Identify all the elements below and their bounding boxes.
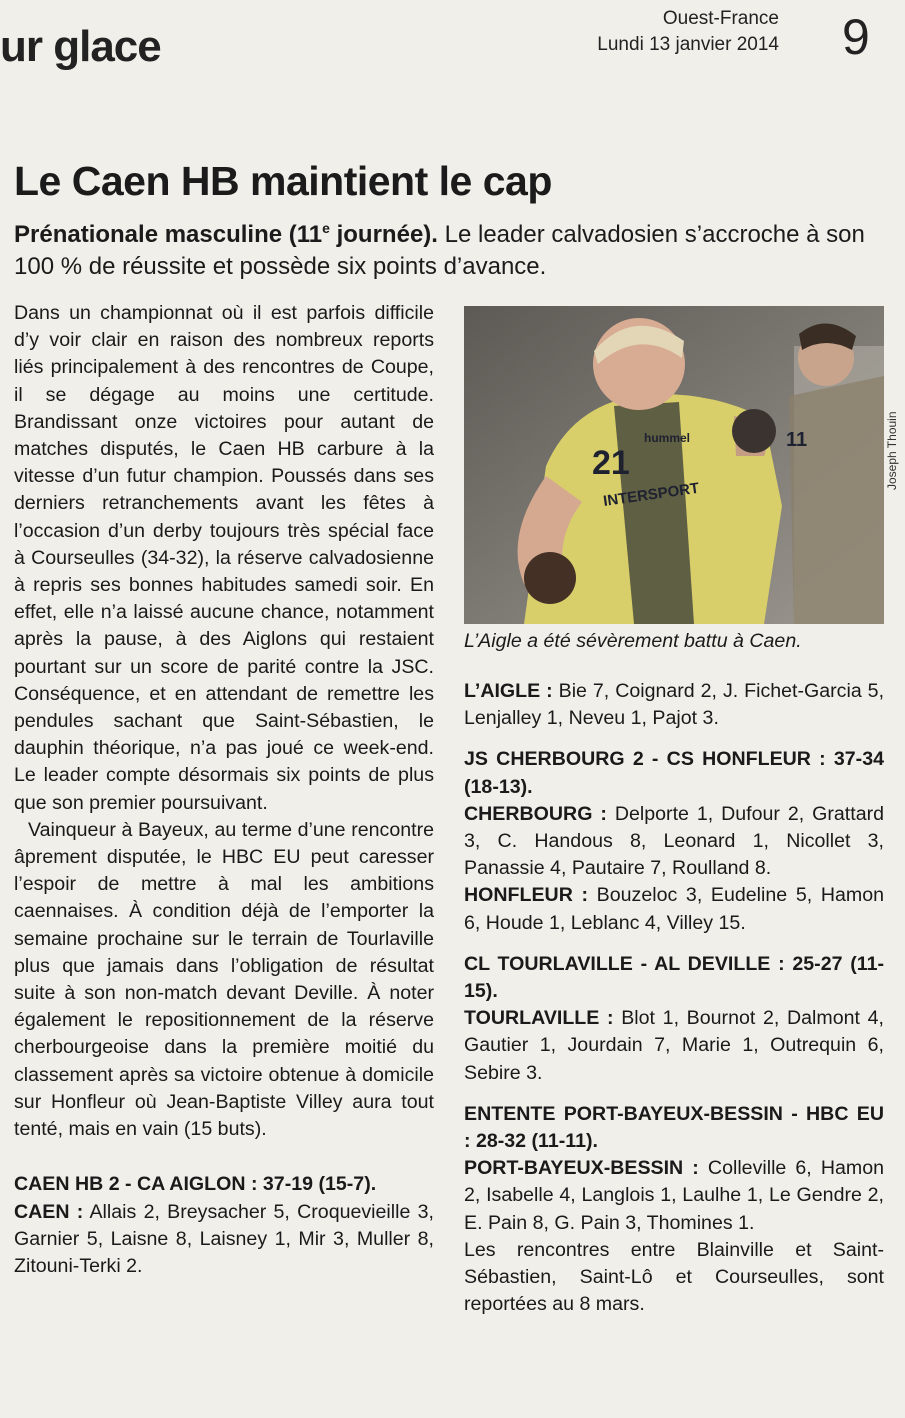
photo-credit: Joseph Thouin: [885, 411, 899, 490]
article-deck: [14, 212, 894, 283]
jersey-sponsor: INTERSPORT: [602, 479, 701, 510]
team-lineup: CHERBOURG : Delporte 1, Dufour 2, Grattard 3, C. Handous 8, Leonard 1, Nicollet 3, Panassie 4, Pautaire 7, Roulland 8.: [464, 802, 885, 880]
deck-lead: Prénationale masculine (11e journée).: [14, 220, 438, 248]
postponed-matches-note: Les rencontres entre Blainville et Saint-Sébastien, Saint-Lô et Courseulles, sont reportées au 8 mars.: [464, 1238, 884, 1316]
team-lineup: HONFLEUR : Bouzeloc 3, Eudeline 5, Hamon 6, Houde 1, Leblanc 4, Villey 15.: [464, 884, 884, 934]
match-result-header: ENTENTE PORT-BAYEUX-BESSIN - HBC EU : 28-32 (11-11).: [464, 1102, 884, 1153]
masthead: [597, 6, 779, 58]
match-result-header: CL TOURLAVILLE - AL DEVILLE : 25-27 (11-15).: [464, 952, 884, 1003]
jersey-brand: hummel: [644, 431, 691, 445]
section-heading: ur glace: [0, 22, 161, 71]
deck-text: Le leader calvadosien s’accroche à son 100 % de réussite et possède six points d’avance.: [14, 221, 865, 280]
page-number: 9: [842, 9, 870, 65]
article-body: [14, 300, 434, 1280]
issue-date: Lundi 13 janvier 2014: [597, 34, 779, 55]
article-title: Le Caen HB maintient le cap: [14, 158, 552, 204]
match-result-header: CAEN HB 2 - CA AIGLON : 37-19 (15-7).: [14, 1173, 377, 1196]
handball-player-illustration: [464, 306, 884, 624]
body-paragraph: Dans un championnat où il est parfois difficile d’y voir clair en raison des nombreux reports liés principalement à des rencontres de Coupe, il se dégage au moins une certitude. Brandissant onze victoires pour autant de matches disputés, le Caen HB carbure à la vitesse d’un futur champion. Poussés dans ses derniers retranchements avant les fêtes à l’occasion d’un derby toujours très spécial face à Courseulles (34-32), la réserve calvadosienne à repris ses bonnes habitudes samedi soir. En effet, elle n’a laissé aucune chance, notamment après la pause, à des Aiglons qui restaient pourtant sur un score de parité contre la JSC. Conséquence, et en attendant de remettre les pendules sachant que Saint-Sébastien, le dauphin théorique, n’a pas joué ce week-end. Le leader compte désormais six points de plus que son premier poursuivant.: [14, 302, 434, 814]
team-lineup: CAEN : Allais 2, Breysacher 5, Croquevieille 3, Garnier 5, Laisne 8, Laisney 1, Mir 3, Muller 8, Zitouni-Terki 2.: [14, 1200, 434, 1277]
newspaper-name: Ouest-France: [662, 8, 779, 29]
team-lineup: PORT-BAYEUX-BESSIN : Colleville 6, Hamon 2, Isabelle 4, Langlois 1, Laulhe 1, Le Gendre 2, E. Pain 8, G. Pain 3, Thomines 1.: [464, 1157, 884, 1234]
match-photo: [464, 306, 884, 624]
team-lineup: TOURLAVILLE : Blot 1, Bournot 2, Dalmont 4, Gautier 1, Jourdain 7, Marie 1, Outrequin 6, Sebire 3.: [464, 1007, 884, 1084]
match-result-header: JS CHERBOURG 2 - CS HONFLEUR : 37-34 (18-13).: [464, 748, 884, 798]
opponent-jersey-number: 11: [786, 429, 808, 451]
jersey-number: 21: [592, 444, 630, 482]
results-column: [464, 678, 884, 1318]
photo-caption: L’Aigle a été sévèrement battu à Caen.: [464, 630, 802, 652]
body-paragraph: Vainqueur à Bayeux, au terme d’une rencontre âprement disputée, le HBC EU peut caresser l’espoir de mettre à mal les ambitions caennaises. À condition déjà de l’emporter la semaine prochaine sur le terrain de Tourlaville plus que jamais dans l’obligation de résultat suite à son non-match devant Deville. À noter également le repositionnement de la réserve cherbourgeoise dans la première moitié du classement après sa victoire obtenue à domicile sur Honfleur où Jean-Baptiste Villey aura tout tenté, mais en vain (15 buts).: [14, 818, 434, 1141]
team-lineup: L’AIGLE : Bie 7, Coignard 2, J. Fichet-Garcia 5, Lenjalley 1, Neveu 1, Pajot 3.: [464, 680, 885, 730]
